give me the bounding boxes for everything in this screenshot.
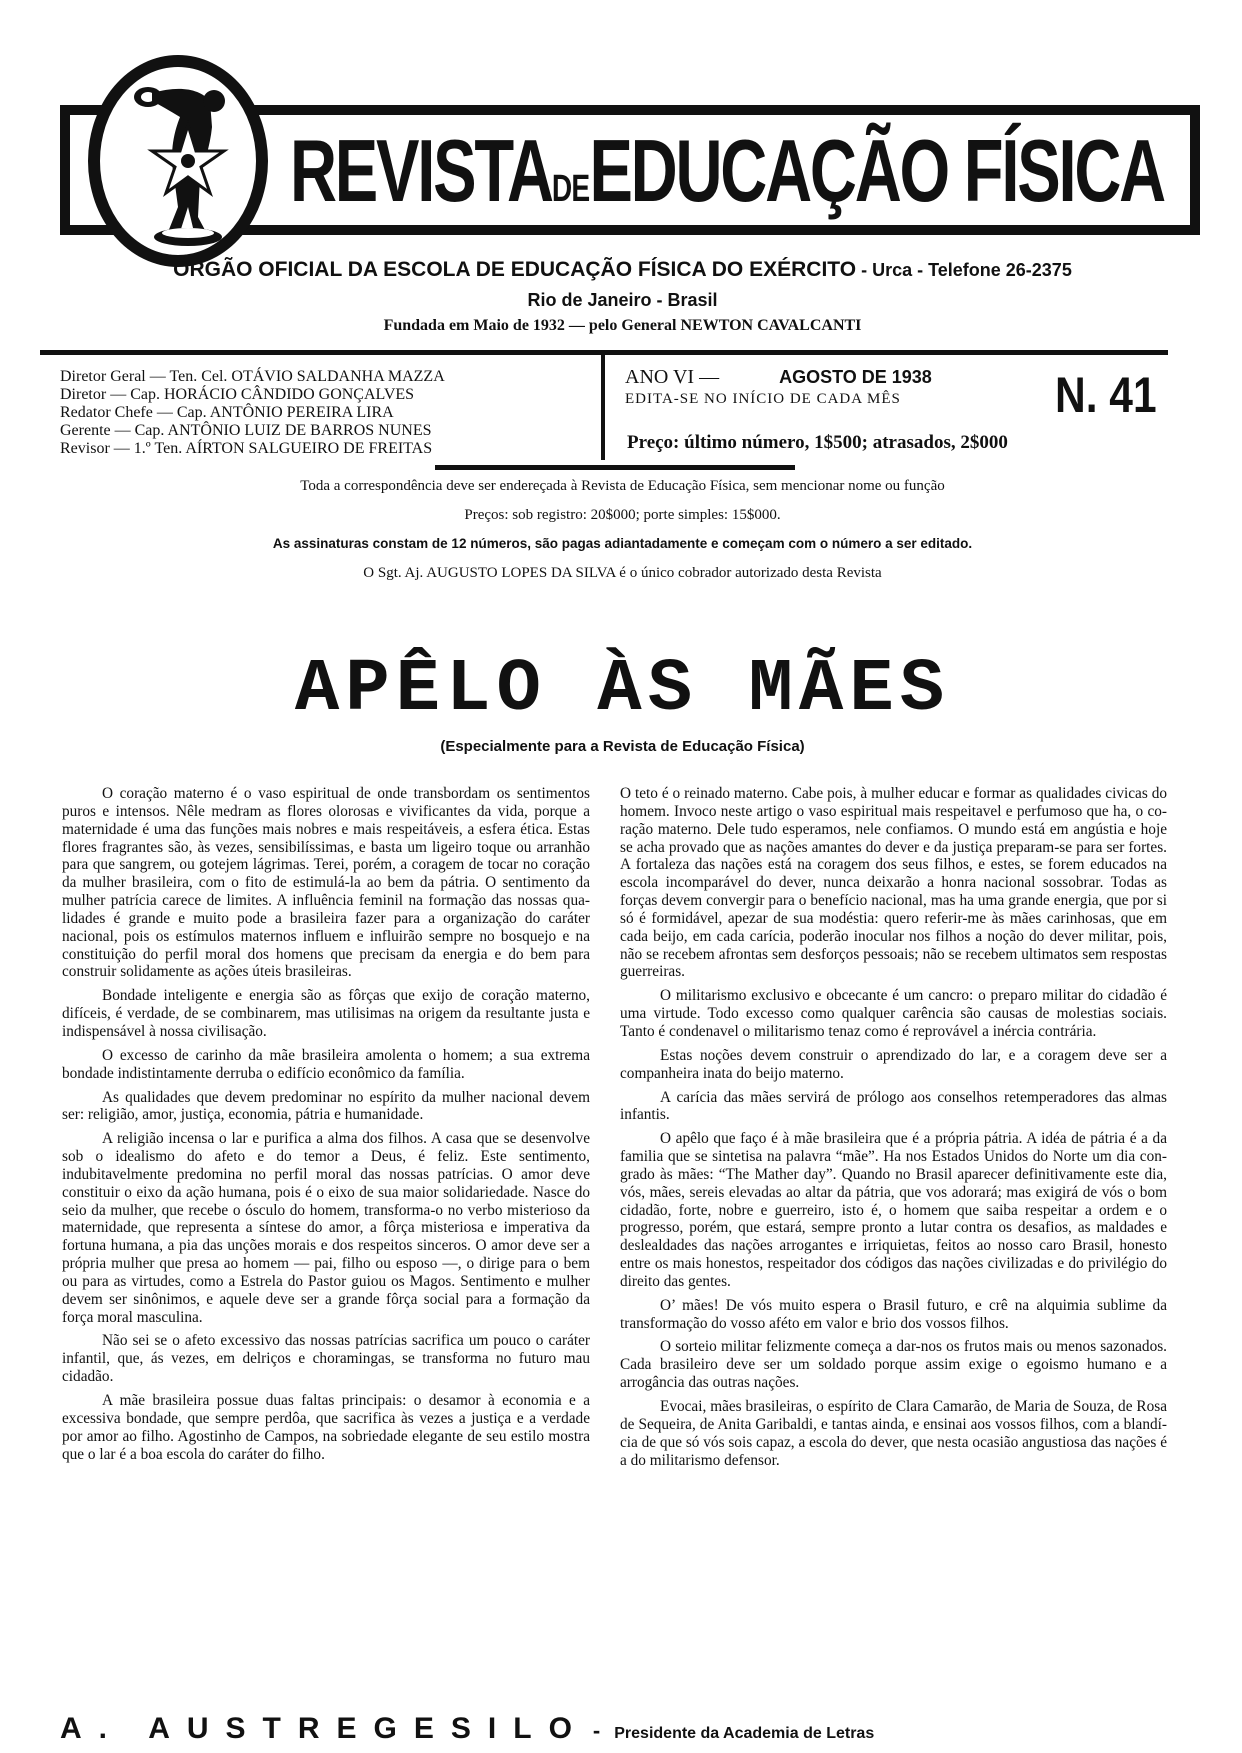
article-column-left — [62, 785, 590, 1469]
title-word-revista: REVISTA — [290, 121, 552, 220]
title-word-de: DE — [551, 168, 590, 210]
staff-item: Diretor — Cap. HORÁCIO CÂNDIDO GONÇALVES — [60, 386, 415, 403]
paragraph: O militarismo exclusivo e obcecante é um cancro: o preparo militar do cidadão é uma virtude. Todo excesso como qualquer carência são causas de molestias sociais. Tanto é condenavel o militarismo tenaz como é reprovável a inércia contrária. — [620, 987, 1167, 1040]
masthead — [40, 55, 1205, 270]
title-word-educacao-fisica: EDUCAÇÃO FÍSICA — [589, 121, 1164, 220]
staff-item: Gerente — Cap. ANTÔNIO LUIZ DE BARROS NUNES — [60, 422, 432, 439]
city-line: Rio de Janeiro - Brasil — [527, 290, 718, 310]
notice-prices: Preços: sob registro: 20$000; porte simples: 15$000. — [464, 507, 781, 523]
byline-separator: - — [592, 1718, 601, 1743]
issue-number: N. 41 — [1055, 367, 1157, 423]
issue-frequency: EDITA-SE NO INÍCIO DE CADA MÊS — [625, 391, 901, 407]
staff-list — [60, 368, 600, 458]
staff-item: Diretor Geral — Ten. Cel. OTÁVIO SALDANHA MAZZA — [60, 368, 445, 385]
founded-line: Fundada em Maio de 1932 — pelo General NEWTON CAVALCANTI — [383, 317, 862, 334]
paragraph: A carícia das mães servirá de prólogo aos conselhos retemperadores das almas infantis. — [620, 1088, 1167, 1124]
staff-item: Redator Chefe — Cap. ANTÔNIO PEREIRA LIRA — [60, 404, 394, 421]
issue-month: AGOSTO DE 1938 — [779, 367, 932, 387]
discus-thrower-icon — [100, 67, 256, 255]
article-dek: (Especialmente para a Revista de Educação Física) — [440, 738, 805, 755]
paragraph: O excesso de carinho da mãe brasileira amolenta o homem; a sua extrema bondade indistintamente derruba o edifício econômico da família. — [62, 1046, 590, 1082]
paragraph: Não sei se o afeto excessivo das nossas patrícias sacrifica um pouco o caráter infantil, que, ás vezes, em delriços e choramingas, se transforma no futuro mau cidadão. — [62, 1332, 590, 1386]
organ-line — [40, 258, 1205, 282]
issue-year: ANO VI — — [625, 366, 720, 388]
paragraph: O’ mães! De vós muito espera o Brasil futuro, e crê na alquimia sublime da transformação do vosso aféto em valor e brio dos vossos filhos. — [620, 1296, 1167, 1332]
paragraph: A mãe brasileira possue duas faltas principais: o desamor à economia e a excessiva bondade, que sempre perdôa, que sacrifica às vezes a justiça e a verdade por amor ao filho. Agostinho de Campos, na sobriedade elegante de seu estilo mostra que o lar é a boa escola do caráter do filho. — [62, 1392, 590, 1463]
divider-vertical — [601, 355, 605, 460]
notice-correspondence: Toda a correspondência deve ser endereçada à Revista de Educação Física, sem mencionar nome ou função — [300, 478, 945, 494]
notice-collector: O Sgt. Aj. AUGUSTO LOPES DA SILVA é o único cobrador autorizado desta Revista — [363, 565, 882, 581]
paragraph: O sorteio militar felizmente começa a dar-nos os frutos mais ou menos sazonados. Cada brasileiro deve ser um soldado porque assim exige o egoismo humano e a arrogância das outras nações. — [620, 1338, 1167, 1392]
paragraph: O coração materno é o vaso espiritual de onde transbordam os sentimentos puros e intensos. Nêle medram as flores olorosas e vivificantes da vida, porque a maternidade é uma das funções mais nobres e mais respeitáveis, a esfera ética. Estas flores fragrantes são, às vezes, sensibilíssimas, e basta um ligeiro toque ou arranhão para que sangrem, ou gotejem lágrimas. Terei, porém, a coragem de tocar no coração da mulher brasileira, com o fito de estimulá-la ao bem da pátria. O sentimento da mulher patrícia carece de limites. A influência feminil na formação das nossas qualidades é grande e muito pode a brasileira fazer para a organização do caráter nacional, pois os estímulos maternos influem e influirão sempre no bosquejo e na constituição do perfil moral dos homens que precisam da energia e do bem para construir solidamente as ações úteis brasileiras. — [62, 785, 590, 981]
paragraph: Bondade inteligente e energia são as fôrças que exijo de coração materno, difíceis, é verdade, de se combinarem, mas utilisimas na origem da resultante justa e indispensável à nossa civilisação. — [62, 987, 590, 1040]
issue-price: Preço: último número, 1$500; atrasados, 2$000 — [627, 432, 1008, 453]
paragraph: O apêlo que faço é à mãe brasileira que é a própria pátria. A idéa de pátria é a da familia que se sintetisa na palavra “mãe”. Ha nos Estados Unidos do Norte um dia congrado às mães: “The Mather day”. Quando no Brasil aparecer definitivamente este dia, vós, mães, sereis elevadas ao altar da pátria, que vos adorará; mas exigirá de vós o bom cidadão, forte, nobre e guerreiro, isto é, o homem que saiba respeitar a ordem e o progresso, porém, que estará, sempre pronto a lutar contra os desafios, as maldades e deslealdades das nações arrogantes e irriquietas, feitos ao nosso caro Brasil, honesto entre os mais honestos, respeitador dos códigos das nações civilizadas e do privilégio do direito das gentes. — [620, 1130, 1167, 1290]
paragraph: As qualidades que devem predominar no espírito da mulher nacional devem ser: religião, amor, justiça, economia, pátria e humanidade. — [62, 1088, 590, 1124]
article-byline — [60, 1712, 1190, 1746]
divider-rule — [435, 465, 795, 470]
organ-name: ÓRGÃO OFICIAL DA ESCOLA DE EDUCAÇÃO FÍSICA DO EXÉRCITO — [173, 258, 857, 281]
organ-contact: - Urca - Telefone 26-2375 — [856, 260, 1072, 280]
logo-emblem — [88, 55, 268, 267]
paragraph: Estas noções devem construir o aprendizado do lar, e a coragem deve ser a companheira inata do beijo materno. — [620, 1046, 1167, 1082]
issue-info — [625, 366, 1175, 453]
article-headline: APÊLO ÀS MÃES — [294, 648, 951, 732]
paragraph: Evocai, mães brasileiras, o espírito de Clara Camarão, de Maria de Souza, de Rosa de Sequeira, de Anita Garibaldi, e tantas ainda, e ensinai aos vossos filhos, com a blandícia de que só vós sois capaz, a escola do dever, que nesta ocasião angustiosa das nações é a do militarismo defensor. — [620, 1398, 1167, 1469]
paragraph: A religião incensa o lar e purifica a alma dos filhos. A casa que se desenvolve sob o idealismo do afeto e do temor a Deus, é feliz. Este sentimento, indubitavelmente predomina no perfil moral das nossas patrícias. O amor deve constituir o eixo da ação humana, pois é o eixo de sua maior solidariedade. Nasce do seio da mulher, que recebe o ósculo do homem, transforma-o no verbo misterioso da maternidade, que representa a síntese do amor, a fôrça misteriosa e imperativa da fortuna humana, a pia das unções morais e dos respeitos sinceros. O amor deve ser a própria mulher que presa ao homem — pai, filho ou esposo —, o dirige para o bem ou para as virtudes, como a Estrela do Pastor guiou os Magos. Sentimento e mulher devem ser sinônimos, e aquele deve ser a grande fôrça social para a formação da força moral masculina. — [62, 1130, 590, 1326]
author-name: A. AUSTREGESILO — [60, 1712, 589, 1745]
staff-item: Revisor — 1.º Ten. AÍRTON SALGUEIRO DE FREITAS — [60, 440, 433, 457]
magazine-title — [290, 121, 1164, 221]
article-column-right — [620, 785, 1167, 1475]
paragraph: O teto é o reinado materno. Cabe pois, à mulher educar e formar as qualidades civicas do homem. Invoco neste artigo o vaso espiritual mais respeitavel e perfumoso que ha, o coração materno. Dele tudo esperamos, nele confiamos. O mundo está em angústia e hoje se acha provado que as nações amantes do dever e da justiça preparam-se para ser fortes. A fortaleza das nações está na coragem dos seus filhos, e estes, se forem educados na escola incomparável do dever, nunca deixarão a honra nacional sossobrar. Todas as forças devem convergir para o benefício nacional, mas ha uma grande energia, que por si só é formidável, apezar de sua modéstia: quero referir-me às mães carinhosas, que em cada beijo, em cada carícia, poderão inocular nos filhos a noção do dever militar, pois, não se recebem afrontas sem desforços pessoais; não se recebem ultimatos sem respostas guerreiras. — [620, 785, 1167, 981]
notice-subscriptions: As assinaturas constam de 12 números, são pagas adiantadamente e começam com o número a ser editado. — [272, 536, 973, 551]
author-role: Presidente da Academia de Letras — [614, 1725, 875, 1742]
